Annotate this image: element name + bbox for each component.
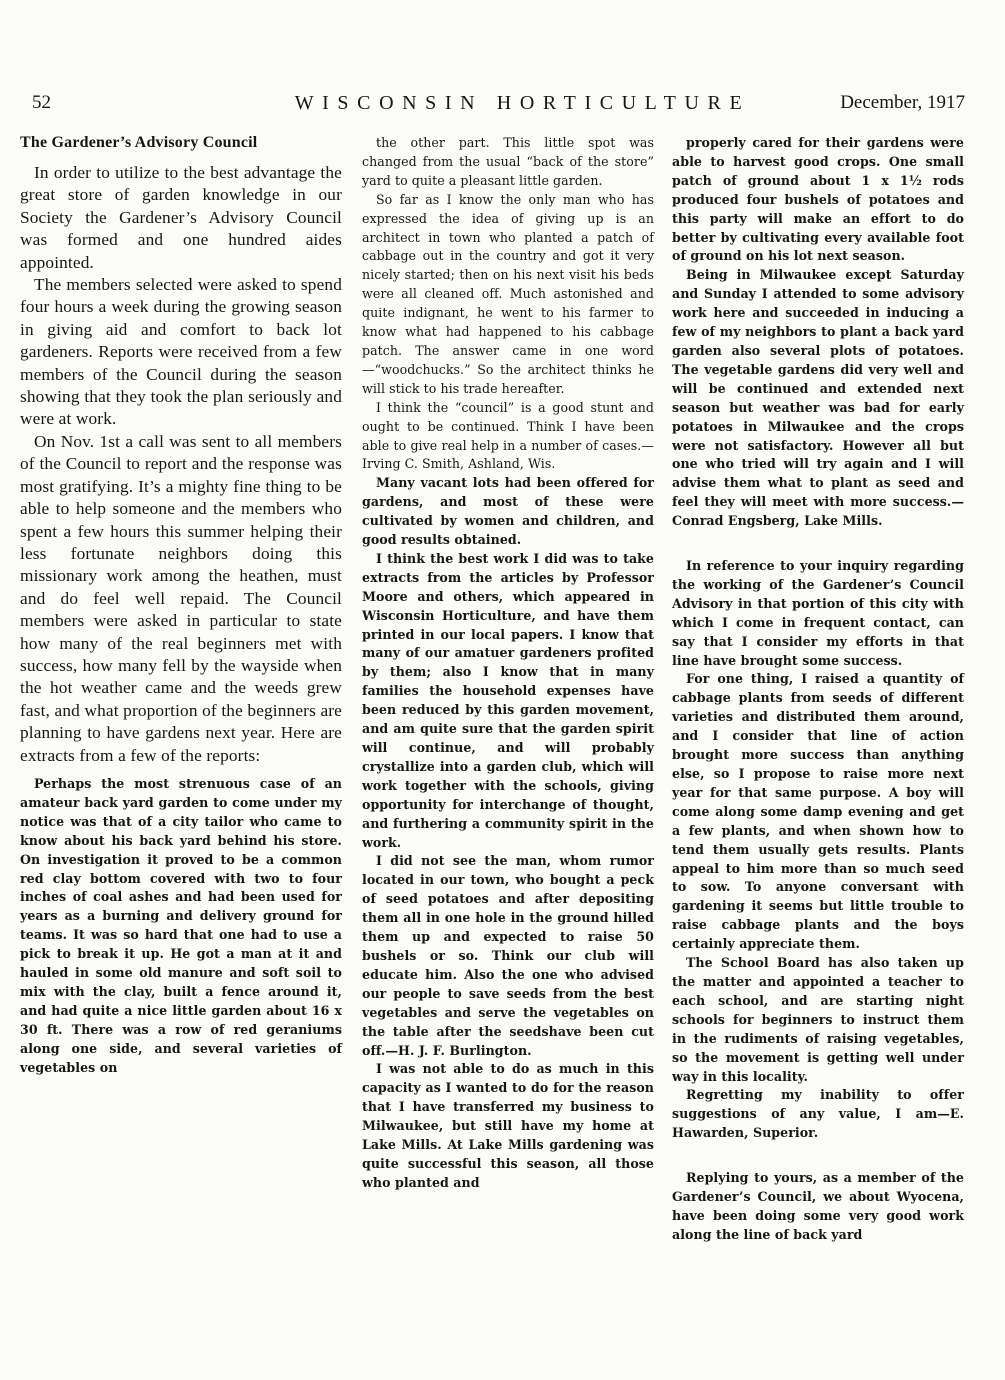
paragraph: I think the “council” is a good stunt and ought to be continued. Think I have been able to give real help in a number of cases.—Irving C. Smith, Ashland, Wis. — [362, 399, 654, 472]
paragraph: The School Board has also taken up the matter and appointed a teacher to each school, and are starting night schools for beginners to instruct them in the rudiments of raising vegetables, so the movement is getting well under way in this locality. — [672, 955, 964, 1084]
paragraph: Being in Milwaukee except Saturday and Sunday I attended to some advisory work here and succeeded in inducing a few of my neighbors to plant a back yard garden also several plots of potatoes. The vegetable gardens did very well and will be continued and extended next season but weather was bad for early potatoes in Milwaukee and the crops were not satisfactory. However all but one who tried will try again and I will advise them what to plant as seed and feel they will meet with more success.—Conrad Engsberg, Lake Mills. — [672, 267, 964, 529]
paragraph: I was not able to do as much in this capacity as I wanted to do for the reason that I have transferred my business to Milwaukee, but still have my home at Lake Mills. At Lake Mills gardening was quite successful this season, all those who planted and — [362, 1061, 654, 1190]
report-smith — [362, 134, 654, 474]
column-3 — [672, 134, 964, 1245]
report-wyocena — [672, 1169, 964, 1245]
paragraph: So far as I know the only man who has expressed the idea of giving up is an architect in town who planted a patch of cabbage out in the country and got it very nicely started; then on his next visit his beds were all cleaned off. Much astonished and quite indignant, he went to his farmer to know what had happened to his cabbage patch. The answer came in one word—“woodchucks.” So the architect thinks he will stick to his trade hereafter. — [362, 191, 654, 396]
paragraph: In order to utilize to the best advantage the great store of garden knowledge in our Society the Gardener’s Advisory Council was formed and one hundred aides appointed. — [20, 163, 342, 272]
page-number: 52 — [32, 92, 51, 113]
paragraph: Replying to yours, as a member of the Gardener’s Council, we about Wyocena, have been doing some very good work along the line of back yard — [672, 1170, 964, 1242]
paragraph: I did not see the man, whom rumor located in our town, who bought a peck of seed potatoes and after depositing them all in one hole in the ground hilled them up and expected to raise 50 bushels or so. Think our club will educate him. Also the one who advised our people to save seeds from the best vegetables and serve the vegetables on the table after the seedshave been cut off.—H. J. F. Burlington. — [362, 853, 654, 1058]
column-2 — [362, 134, 654, 1193]
column-1 — [20, 134, 342, 1077]
report-tailor — [20, 775, 342, 1078]
paragraph: In reference to your inquiry regarding the working of the Gardener’s Council Advisory in that portion of this city with which I come in frequent contact, can say that I consider my efforts in that line have brought some success. — [672, 558, 964, 668]
page-header — [0, 92, 1005, 122]
journal-title: WISCONSIN HORTICULTURE — [294, 92, 751, 114]
paragraph: On Nov. 1st a call was sent to all members of the Council to report and the response was most gratifying. It’s a mighty fine thing to be able to help someone and the members who spent a few hours this summer helping their less fortunate neighbors doing this missionary work among the heathen, must and do feel well repaid. The Council members were asked in particular to state how many of the real beginners met with success, how many fell by the wayside when the hot weather came and the weeds grew fast, and what proportion of the beginners are planning to have gardens next year. Here are extracts from a few of the reports: — [20, 431, 342, 765]
paragraph: For one thing, I raised a quantity of cabbage plants from seeds of different varieties and distributed them around, and I consider that line of action brought more success than anything else, so I propose to raise more next year for that same purpose. A boy will come along some damp evening and get a few plants, and when shown how to tend them usually gets results. Plants appeal to him more than so much seed to sow. To anyone conversant with gardening it seems but little trouble to raise cabbage plants and the boys certainly appreciate them. — [672, 671, 964, 952]
report-engsberg — [672, 134, 964, 531]
paragraph: the other part. This little spot was changed from the usual “back of the store” yard to quite a pleasant little garden. — [362, 135, 654, 188]
paragraph: Regretting my inability to offer suggestions of any value, I am—E. Hawarden, Superior. — [672, 1087, 964, 1141]
report-hawarden — [672, 557, 964, 1143]
paragraph: Perhaps the most strenuous case of an amateur back yard garden to come under my notice was that of a city tailor who came to know about his back yard behind his store. On investigation it proved to be a common red clay bottom covered with two to four inches of coal ashes and had been used for years as a burning and delivery ground for teams. It was so hard that one had to use a pick to break it up. He got a man at it and hauled in some old manure and soft soil to mix with the clay, built a fence around it, and had quite a nice little garden about 16 x 30 ft. There was a row of red geraniums along one side, and several varieties of vegetables on — [20, 775, 342, 1075]
report-vacant-lots — [362, 474, 654, 852]
paragraph: The members selected were asked to spend four hours a week during the growing season in giving aid and comfort to back lot gardeners. Reports were received from a few members of the Council during the season showing that they took the plan seriously and were at work. — [20, 275, 342, 429]
article-title: The Gardener’s Advisory Council — [20, 134, 258, 151]
paragraph: I think the best work I did was to take extracts from the articles by Professor Moore and others, which appeared in Wisconsin Horticulture, and have them printed in our local papers. I know that many of our amatuer gardeners profited by them; also I know that in many families the household expenses have been reduced by this garden movement, and am quite sure that the garden spirit will continue, and will probably crystallize into a garden club, which will work together with the schools, giving opportunity for interchange of thought, and furthering a community spirit in the work. — [362, 550, 654, 850]
issue-date: December, 1917 — [840, 92, 965, 113]
report-burlington — [362, 852, 654, 1192]
paragraph: properly cared for their gardens were able to harvest good crops. One small patch of ground about 1 x 1½ rods produced four bushels of potatoes and this party will make an effort to do better by cultivating every available foot of ground on his lot next season. — [672, 135, 964, 264]
article-intro — [20, 162, 342, 767]
paragraph: Many vacant lots had been offered for gardens, and most of these were cultivated by women and children, and good results obtained. — [362, 475, 654, 548]
